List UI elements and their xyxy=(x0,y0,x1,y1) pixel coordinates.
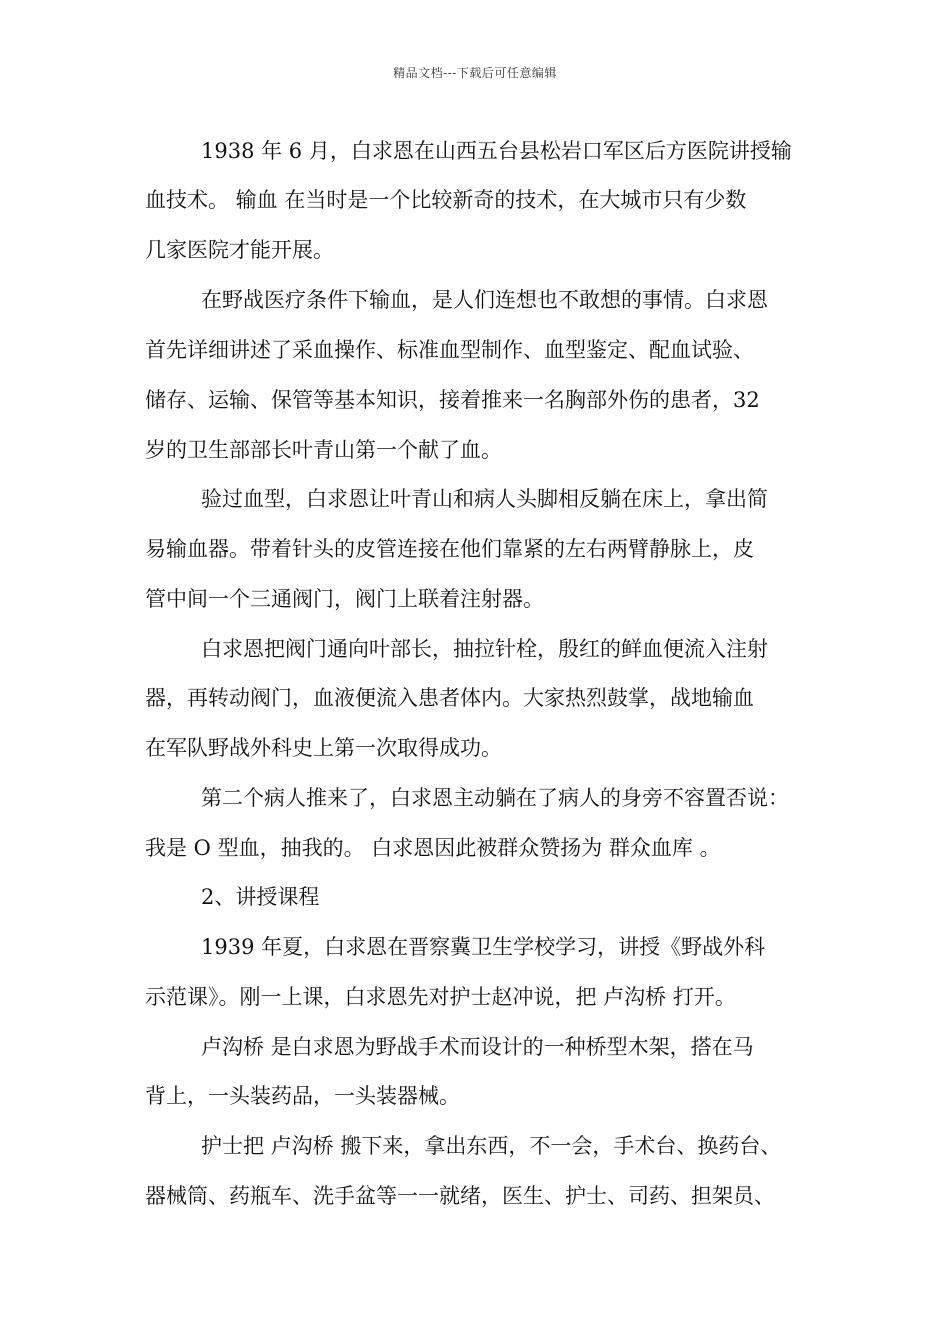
text-line: 卢沟桥 是白求恩为野战手术而设计的一种桥型木架，搭在马 xyxy=(201,1035,754,1059)
text-line: 几家医院才能开展。 xyxy=(145,238,334,262)
text-line: 储存、运输、保管等基本知识，接着推来一名胸部外伤的患者，32 xyxy=(145,388,760,412)
text-line: 背上，一头装药品，一头装器械。 xyxy=(145,1084,460,1108)
text-line: 白求恩把阀门通向叶部长，抽拉针栓，殷红的鲜血便流入注射 xyxy=(201,637,768,661)
text-line: 我是 O 型血，抽我的。 白求恩因此被群众赞扬为 群众血库 。 xyxy=(145,836,721,860)
text-line: 第二个病人推来了，白求恩主动躺在了病人的身旁不容置否说： xyxy=(201,786,789,810)
text-line: 器，再转动阀门，血液便流入患者体内。大家热烈鼓掌，战地输血 xyxy=(145,686,754,710)
text-line: 管中间一个三通阀门，阀门上联着注射器。 xyxy=(145,587,544,611)
text-line: 1939 年夏，白求恩在晋察冀卫生学校学习，讲授《野战外科 xyxy=(201,935,766,959)
text-line: 验过血型，白求恩让叶青山和病人头脚相反躺在床上，拿出简 xyxy=(201,487,768,511)
page-header: 精品文档---下载后可任意编辑 xyxy=(393,66,557,80)
text-line: 在军队野战外科史上第一次取得成功。 xyxy=(145,736,502,760)
text-line: 1938 年 6 月，白求恩在山西五台县松岩口军区后方医院讲授输 xyxy=(201,139,792,163)
text-line: 血技术。 输血 在当时是一个比较新奇的技术，在大城市只有少数 xyxy=(145,188,747,212)
text-line: 器械筒、药瓶车、洗手盆等一一就绪，医生、护士、司药、担架员、 xyxy=(145,1184,775,1208)
text-line: 护士把 卢沟桥 搬下来，拿出东西，不一会，手术台、换药台、 xyxy=(201,1134,782,1158)
text-line: 首先详细讲述了采血操作、标准血型制作、血型鉴定、配血试验、 xyxy=(145,338,754,362)
text-line: 易输血器。带着针头的皮管连接在他们靠紧的左右两臂静脉上，皮 xyxy=(145,537,754,561)
text-line: 岁的卫生部部长叶青山第一个献了血。 xyxy=(145,438,502,462)
section-heading: 2、讲授课程 xyxy=(201,885,320,909)
text-line: 示范课》。刚一上课，白求恩先对护士赵冲说，把 卢沟桥 打开。 xyxy=(145,985,736,1009)
text-line: 在野战医疗条件下输血，是人们连想也不敢想的事情。白求恩 xyxy=(201,288,768,312)
